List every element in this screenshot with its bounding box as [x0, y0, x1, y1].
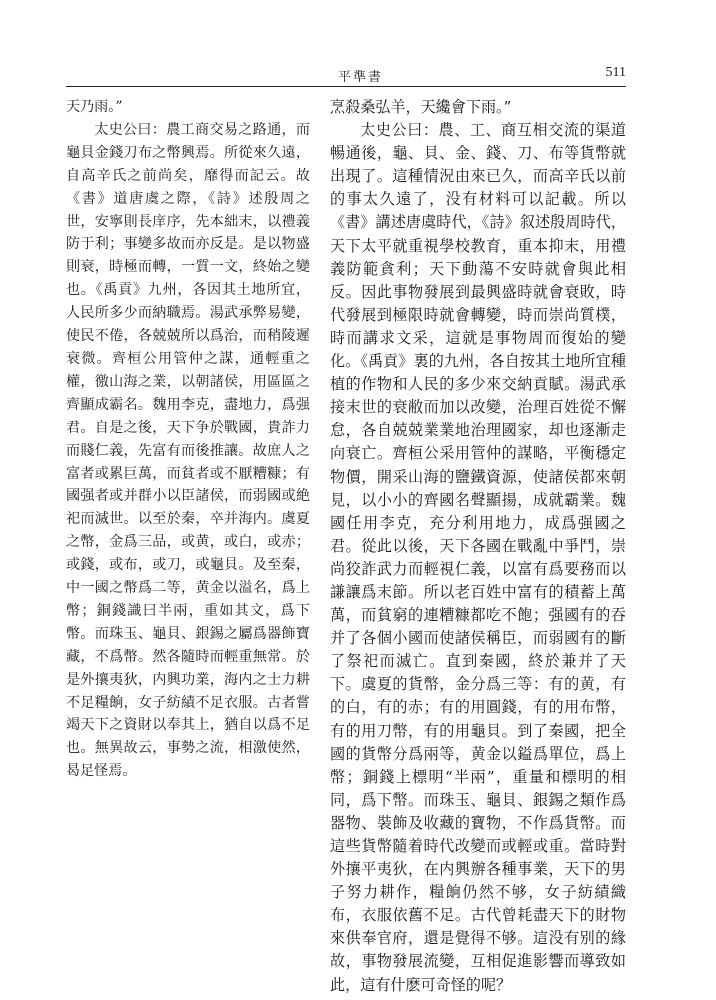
page-header: [66, 64, 626, 86]
header-rule: [66, 86, 626, 87]
classical-text-column: [66, 96, 310, 783]
translation-paragraph-continuation: 烹殺桑弘羊，天纔會下雨。”: [330, 98, 512, 116]
translation-text-column: [330, 96, 626, 997]
translation-paragraph-taishigong: 太史公曰：農、工、商互相交流的渠道暢通後，龜、貝、金、錢、刀、布等貨幣就出現了。這種情況由來已久，而高辛氏以前的事太久遠了，没有材料可以記載。所以《書》講述唐虞時代，《詩》叙述殷周時代，天下太平就重視學校教育，重本抑末，用禮義防範貪利；天下動蕩不安時就會與此相反。因此事物發展到最興盛時就會衰敗，時代發展到極限時就會轉變，時而崇尚質樸，時而講求文采，這就是事物周而復始的變化。《禹貢》裏的九州，各自按其土地所宜種植的作物和人民的多少來交納貢賦。湯武承接末世的衰敝而加以改變，治理百姓從不懈怠，各自兢兢業業地治理國家，却也逐漸走向衰亡。齊桓公采用管仲的謀略，平衡穩定物價，開采山海的鹽鐵資源，使諸侯都來朝見，以小小的齊國名聲顯揚，成就霸業。魏國任用李克，充分利用地力，成爲强國之君。從此以後，天下各國在戰亂中爭鬥，崇尚狡詐武力而輕視仁義，以富有爲要務而以謙讓爲末節。所以老百姓中富有的積蓄上萬萬，而貧窮的連糟糠都吃不飽；强國有的吞并了各個小國而使諸侯稱臣，而弱國有的斷了祭祀而滅亡。直到秦國，終於兼并了天下。虞夏的貨幣，金分爲三等：有的黄，有的白，有的赤；有的用圓錢，有的用布幣，有的用刀幣，有的用龜貝。到了秦國，把全國的貨幣分爲兩等，黄金以鎰爲單位，爲上幣；銅錢上標明“半兩”，重量和標明的相同，爲下幣。而珠玉、龜貝、銀錫之類作爲器物、裝飾及收藏的寶物，不作爲貨幣。而這些貨幣隨着時代改變而或輕或重。當時對外攘平夷狄，在内興辦各種事業，天下的男子努力耕作，糧餉仍然不够，女子紡績織布，衣服依舊不足。古代曾耗盡天下的財物來供奉官府，還是覺得不够。這没有别的緣故，事物發展流變，互相促進影響而導致如此，這有什麽可奇怪的呢？: [330, 121, 626, 994]
classical-paragraph-continuation: 天乃雨。”: [66, 99, 123, 115]
classical-paragraph-taishigong: 太史公曰：農工商交易之路通，而龜貝金錢刀布之幣興焉。所從來久遠，自高辛氏之前尚矣，靡得而記云。故《書》道唐虞之際，《詩》述殷周之世，安寧則長庠序，先本絀末，以禮義防于利；事變多故而亦反是。是以物盛則衰，時極而轉，一質一文，終始之變也。《禹貢》九州，各因其土地所宜，人民所多少而納職焉。湯武承弊易變，使民不倦，各兢兢所以爲治，而稍陵遲衰微。齊桓公用管仲之謀，通輕重之權，徼山海之業，以朝諸侯，用區區之齊顯成霸名。魏用李克，盡地力，爲强君。自是之後，天下争於戰國，貴詐力而賤仁義，先富有而後推讓。故庶人之富者或累巨萬，而貧者或不厭糟糠；有國强者或并群小以臣諸侯，而弱國或絶祀而滅世。以至於秦，卒并海内。虞夏之幣，金爲三品，或黄，或白，或赤；或錢，或布，或刀，或龜貝。及至秦，中一國之幣爲二等，黄金以溢名，爲上幣；銅錢識曰半兩，重如其文，爲下幣。而珠玉、龜貝、銀錫之屬爲器飾寶藏，不爲幣。然各隨時而輕重無常。於是外攘夷狄，内興功業，海内之士力耕不足糧餉，女子紡績不足衣服。古者嘗竭天下之資財以奉其上，猶自以爲不足也。無異故云，事勢之流，相激使然，曷足怪焉。: [66, 121, 310, 780]
running-title: 平準書: [338, 70, 384, 85]
page-number: 511: [605, 65, 626, 80]
